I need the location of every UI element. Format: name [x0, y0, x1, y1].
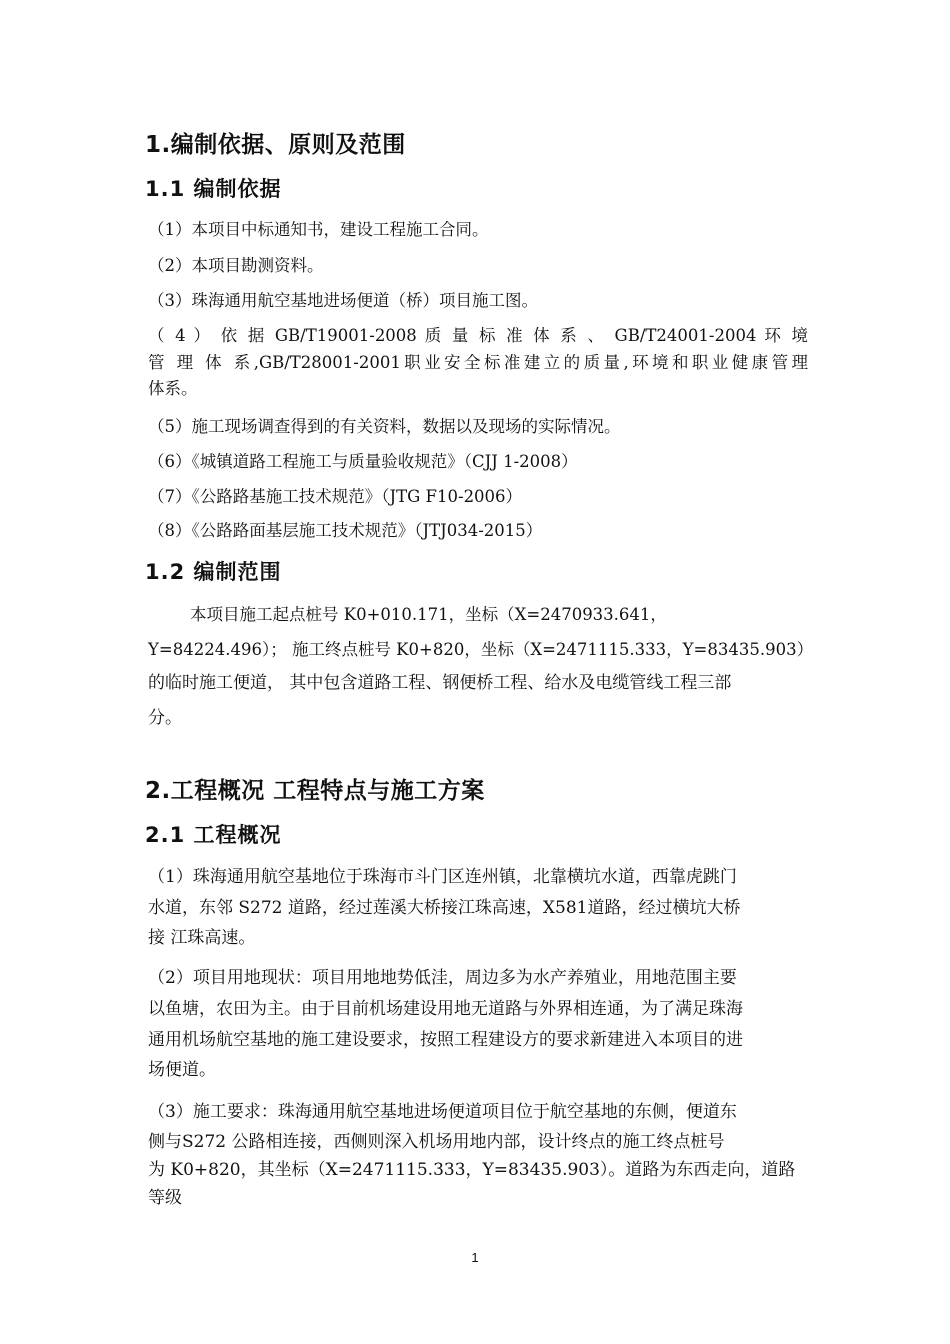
- scope-line-1: 本项目施工起点桩号 K0+010.171，坐标（X=2470933.641，: [190, 605, 667, 624]
- basis-item-5: （5）施工现场调查得到的有关资料，数据以及现场的实际情况。: [148, 417, 621, 436]
- basis-item-1: （1）本项目中标通知书，建设工程施工合同。: [148, 220, 489, 239]
- scope-line-2: Y=84224.496）； 施工终点桩号 K0+820，坐标（X=2471115.333，Y=83435.903）: [148, 640, 814, 659]
- overview-p2-line-2: 以鱼塘，农田为主。由于目前机场建设用地无道路与外界相连通，为了满足珠海: [148, 999, 743, 1019]
- overview-p1-line-3: 接 江珠高速。: [148, 928, 256, 948]
- section-1-1-heading: 1.1 编制依据: [145, 177, 282, 201]
- basis-item-4-line-3: 体系。: [148, 379, 198, 398]
- scope-line-3: 的临时施工便道， 其中包含道路工程、钢便桥工程、给水及电缆管线工程三部: [148, 673, 732, 693]
- section-2-heading: 2.工程概况 工程特点与施工方案: [145, 778, 485, 804]
- overview-p1-line-2: 水道，东邻 S272 道路，经过莲溪大桥接江珠高速，X581道路，经过横坑大桥: [148, 898, 741, 918]
- overview-p1-line-1: （1）珠海通用航空基地位于珠海市斗门区连州镇，北靠横坑水道，西靠虎跳门: [148, 867, 737, 887]
- basis-item-4-line-2: 管 理 体 系,GB/T28001-2001职业安全标准建立的质量,环境和职业健康管理: [148, 353, 808, 372]
- overview-p3-line-3: 为 K0+820，其坐标（X=2471115.333，Y=83435.903）。道路为东西走向，道路: [148, 1160, 796, 1180]
- basis-item-4-line-1: （ 4 ） 依 据 GB/T19001-2008 质 量 标 准 体 系 、 GB/T24001-2004 环 境: [148, 326, 808, 345]
- overview-p3-line-2: 侧与S272 公路相连接，西侧则深入机场用地内部，设计终点的施工终点桩号: [148, 1132, 725, 1152]
- overview-p3-line-4: 等级: [148, 1188, 182, 1208]
- basis-item-8: （8）《公路路面基层施工技术规范》（JTJ034-2015）: [148, 521, 543, 540]
- basis-item-3: （3）珠海通用航空基地进场便道（桥）项目施工图。: [148, 291, 538, 310]
- basis-item-7: （7）《公路路基施工技术规范》（JTG F10-2006）: [148, 487, 523, 506]
- basis-item-6: （6）《城镇道路工程施工与质量验收规范》（CJJ 1-2008）: [148, 452, 578, 471]
- section-1-2-heading: 1.2 编制范围: [145, 560, 282, 584]
- overview-p2-line-4: 场便道。: [148, 1060, 216, 1080]
- section-2-1-heading: 2.1 工程概况: [145, 823, 282, 847]
- basis-item-2: （2）本项目勘测资料。: [148, 256, 324, 275]
- overview-p2-line-1: （2）项目用地现状：项目用地地势低洼，周边多为水产养殖业，用地范围主要: [148, 968, 737, 988]
- page-number: 1: [471, 1250, 479, 1265]
- section-1-heading: 1.编制依据、原则及范围: [145, 132, 406, 158]
- overview-p3-line-1: （3）施工要求：珠海通用航空基地进场便道项目位于航空基地的东侧，便道东: [148, 1102, 737, 1122]
- scope-line-4: 分。: [148, 708, 182, 728]
- overview-p2-line-3: 通用机场航空基地的施工建设要求，按照工程建设方的要求新建进入本项目的进: [148, 1030, 743, 1050]
